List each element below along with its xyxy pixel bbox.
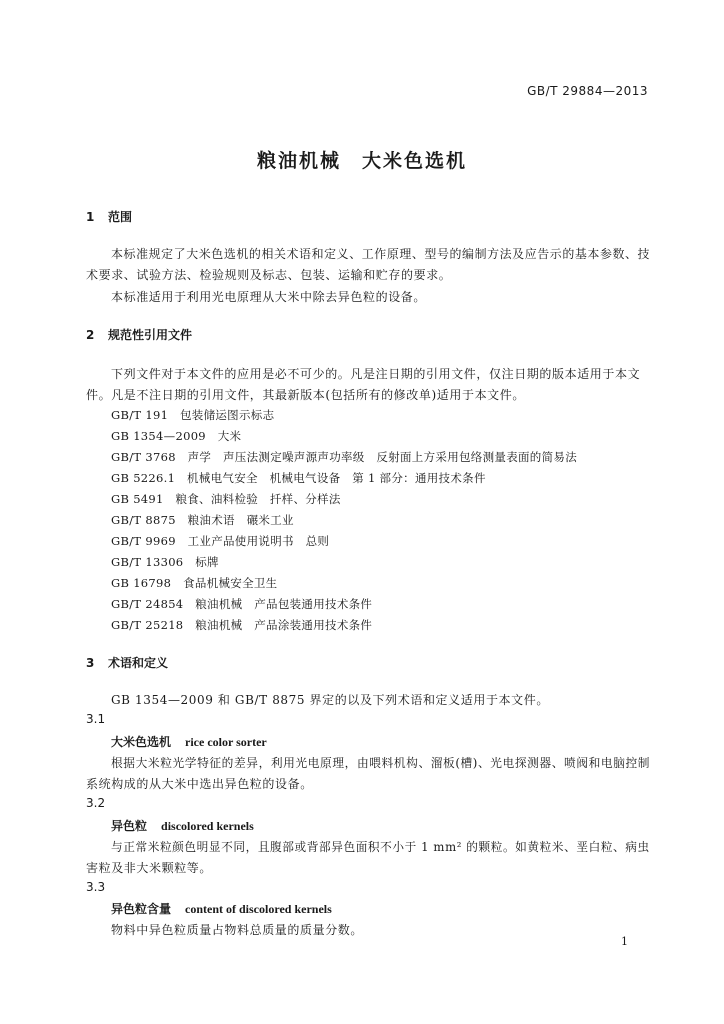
term-english: discolored kernels [161,819,254,833]
section-3-heading [86,654,168,671]
section-number: 1 [86,210,95,224]
section-title: 术语和定义 [108,656,169,670]
reference-item: GB 5491 粮食、油料检验 扦样、分样法 [111,492,341,506]
document-title: 粮油机械 大米色选机 [256,150,467,172]
paragraph-line: 件。凡是不注日期的引用文件，其最新版本(包括所有的修改单)适用于本文件。 [86,388,525,402]
page-number: 1 [621,935,628,948]
section-1-heading [86,208,132,225]
definition-line: 物料中异色粒质量占物料总质量的质量分数。 [111,923,364,937]
paragraph-line: GB 1354—2009 和 GB/T 8875 界定的以及下列术语和定义适用于本文件。 [111,693,549,707]
term-entry [111,817,254,834]
clause-number: 3.2 [86,796,106,810]
standard-number: GB/T 29884—2013 [527,84,648,98]
term-entry [111,900,332,917]
section-title: 范围 [108,210,133,224]
definition-line: 根据大米粒光学特征的差异，利用光电原理，由喂料机构、溜板(槽)、光电探测器、喷阀和电脑控制 [111,756,651,770]
paragraph-line: 下列文件对于本文件的应用是必不可少的。凡是注日期的引用文件，仅注日期的版本适用于本文 [111,367,641,381]
section-2-heading [86,326,192,343]
definition-line: 系统构成的从大米中选出异色粒的设备。 [86,777,313,791]
paragraph-line: 术要求、试验方法、检验规则及标志、包装、运输和贮存的要求。 [86,268,452,282]
reference-item: GB/T 9969 工业产品使用说明书 总则 [111,534,330,548]
reference-item: GB/T 3768 声学 声压法测定噪声源声功率级 反射面上方采用包络测量表面的简易法 [111,450,577,464]
term-english: rice color sorter [185,735,267,749]
definition-line: 与正常米粒颜色明显不同，且腹部或背部异色面积不小于 1 mm² 的颗粒。如黄粒米、垩白粒、病虫 [111,840,650,854]
reference-item: GB/T 24854 粮油机械 产品包装通用技术条件 [111,597,373,611]
section-title: 规范性引用文件 [108,328,193,342]
section-number: 2 [86,328,95,342]
term-chinese: 大米色选机 [111,735,172,749]
reference-item: GB 16798 食品机械安全卫生 [111,576,278,590]
clause-number: 3.3 [86,880,106,894]
paragraph-line: 本标准规定了大米色选机的相关术语和定义、工作原理、型号的编制方法及应告示的基本参数、技 [111,247,651,261]
reference-item: GB 5226.1 机械电气安全 机械电气设备 第 1 部分：通用技术条件 [111,471,486,485]
definition-line: 害粒及非大米颗粒等。 [86,861,213,875]
reference-item: GB/T 25218 粮油机械 产品涂装通用技术条件 [111,618,373,632]
term-chinese: 异色粒 [111,819,148,833]
term-entry [111,733,267,750]
clause-number: 3.1 [86,712,106,726]
reference-item: GB/T 13306 标牌 [111,555,219,569]
term-chinese: 异色粒含量 [111,902,172,916]
section-number: 3 [86,656,95,670]
reference-item: GB/T 191 包装储运图示标志 [111,408,275,422]
term-english: content of discolored kernels [185,902,332,916]
reference-item: GB 1354—2009 大米 [111,429,242,443]
reference-item: GB/T 8875 粮油术语 碾米工业 [111,513,294,527]
paragraph-line: 本标准适用于利用光电原理从大米中除去异色粒的设备。 [111,290,427,304]
